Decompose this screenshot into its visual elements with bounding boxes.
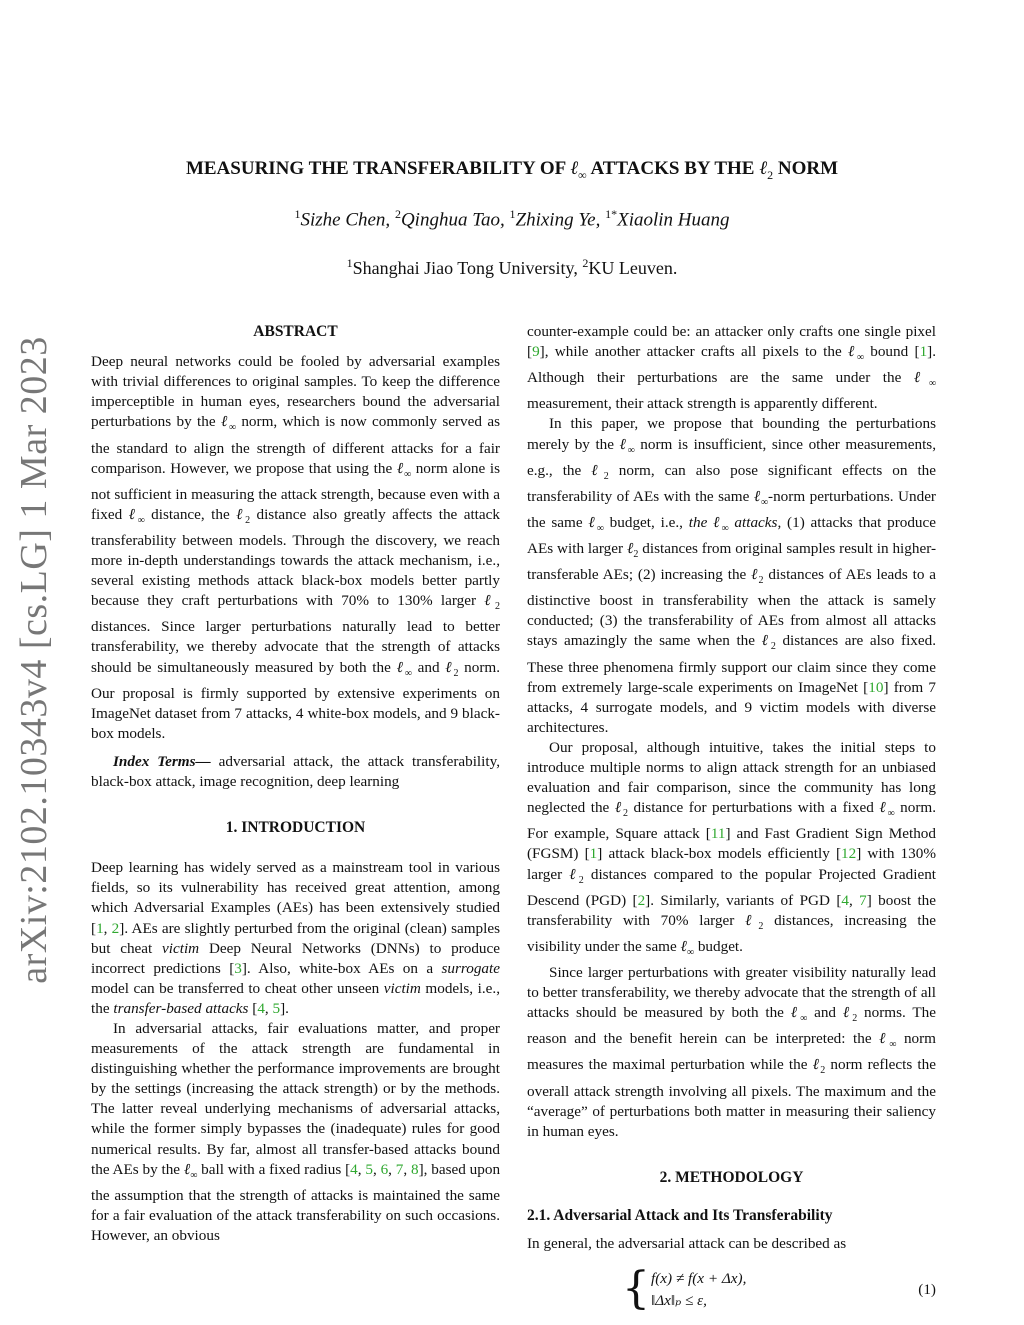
left-column [91, 322, 500, 1246]
equation-line-2: ‖Δx‖ₚ ≤ ε, [651, 1292, 707, 1310]
intro-paragraph-2-cont: counter-example could be: an attacker only crafts one single pixel [9], while another attacker crafts all pixels to the ℓ$_\infty$ bound [1]. Although their perturbations are the same under the ℓ$_\infty$ measurement, their attack strength is apparently different. [527, 323, 937, 413]
affiliations: $^1$Shanghai Jiao Tong University, $^2$KU Leuven. [346, 256, 678, 278]
intro-paragraph-2: In adversarial attacks, fair evaluations matter, and proper measurements of the attack strength are fundamental in distinguishing whether the performance improvements are brought by the settings (increasing the attack strength) or by the methods. The latter reveal underlying mechanisms of adversarial attacks, while the former simply bypasses the (inadequate) rules for good numerical results. By far, almost all transfer-based attacks bound the AEs by the ℓ$_\infty$ ball with a fixed radius [4, 5, 6, 7, 8], based upon the assumption that the strength of attacks is maintained the same for a fair evaluation of the attack transferability on such occasions. However, an obvious [91, 1019, 501, 1244]
equation-1 [527, 1263, 936, 1318]
method-paragraph-1: In general, the adversarial attack can be described as [527, 1235, 847, 1253]
arxiv-stamp: arXiv:2102.10343v4 [cs.LG] 1 Mar 2023 [13, 336, 55, 984]
paper-title: MEASURING THE TRANSFERABILITY OF ℓ$_\infty$ ATTACKS BY THE ℓ$_2$ NORM [185, 158, 839, 182]
equation-line-1: f(x) ≠ f(x + Δx), [651, 1270, 747, 1288]
abstract-heading: ABSTRACT [253, 323, 338, 340]
abstract-text: Deep neural networks could be fooled by adversarial examples with trivial differences to original samples. To keep the difference imperceptible in human eyes, researchers bound the adversarial perturbations by the ℓ$_\infty$ norm, which is now commonly served as the standard to align the strength of different attacks for a fair comparison. However, we propose that using the ℓ$_\infty$ norm alone is not sufficient in measuring the attack strength, because even with a fixed ℓ$_\infty$ distance, the ℓ$_2$ distance also greatly affects the attack transferability between models. Through the discovery, we reach more in-depth understandings towards the attack mechanism, i.e., several existing methods attack black-box models better partly because they craft perturbations with 70% to 130% larger ℓ$_2$ distances. Since larger perturbations naturally lead to better transferability, we thereby advocate that the strength of attacks should be simultaneously measured by both the ℓ$_\infty$ and ℓ$_2$ norm. Our proposal is firmly supported by extensive experiments on ImageNet dataset from 7 attacks, 4 white-box models, and 9 black-box models. [91, 353, 501, 742]
left-brace: { [622, 1263, 650, 1315]
intro-paragraph-3: In this paper, we propose that bounding the perturbations merely by the ℓ$_\infty$ norm is insufficient, since other measurements, e.g., the ℓ$_2$ norm, can also pose significant effects on the transferability of AEs with the same ℓ$_\infty$-norm perturbations. Under the same ℓ$_\infty$ budget, i.e., the ℓ$_\infty$ attacks, (1) attacks that produce AEs with larger ℓ$_2$ distances from original samples result in higher-transferable AEs; (2) increasing the ℓ$_2$ distances of AEs leads to a distinctive boost in transferability when the attack is samely conducted; (3) the transferability of AEs from almost all attacks stays amazingly the same when the ℓ$_2$ distances are also fixed. These three phenomena firmly support our claim since they come from extremely large-scale experiments on ImageNet [10] from 7 attacks, 4 surrogate models, and 9 victim models with diverse architectures. [527, 415, 937, 736]
right-column [527, 322, 936, 1318]
subsection-2-1-heading: 2.1. Adversarial Attack and Its Transferability [527, 1206, 833, 1224]
intro-paragraph-5: Since larger perturbations with greater visibility naturally lead to better transferability, we thereby advocate that the strength of all attacks should be measured by both the ℓ$_\infty$ and ℓ$_2$ norms. The reason and the benefit herein can be interpreted: the ℓ$_\infty$ norm measures the maximal perturbation while the ℓ$_2$ norm reflects the overall attack strength involving all pixels. The maximum and the “average” of perturbations both matter in measuring their saliency in human eyes. [527, 964, 937, 1140]
intro-paragraph-4: Our proposal, although intuitive, takes the initial steps to introduce multiple norms to align attack strength for an unbiased evaluation and fair comparison, since the community has long neglected the ℓ$_2$ distance for perturbations with a fixed ℓ$_\infty$ norm. For example, Square attack [11] and Fast Gradient Sign Method (FGSM) [1] attack black-box models efficiently [12] with 130% larger ℓ$_2$ distances compared to the popular Projected Gradient Descend (PGD) [2]. Similarly, variants of PGD [4, 7] boost the transferability with 70% larger ℓ$_2$ distances, increasing the visibility under the same ℓ$_\infty$ budget. [527, 738, 937, 958]
equation-number: (1) [918, 1281, 936, 1299]
index-terms: Index Terms— adversarial attack, the attack transferability, black-box attack, image recognition, deep learning [91, 752, 500, 791]
section-introduction-heading: 1. INTRODUCTION [225, 819, 366, 837]
author-list: $^1$Sizhe Chen, $^2$Qinghua Tao, $^1$Zhixing Ye, $^{1*}$Xiaolin Huang [294, 207, 730, 231]
section-methodology-heading: 2. METHODOLOGY [659, 1168, 804, 1186]
intro-paragraph-1: Deep learning has widely served as a mainstream tool in various fields, so its vulnerability has received great attention, among which Adversarial Examples (AEs) has been extensively studied [1, 2]. AEs are slightly perturbed from the original (clean) samples but cheat victim Deep Neural Networks (DNNs) to produce incorrect predictions [3]. Also, white-box AEs on a surrogate model can be transferred to cheat other unseen victim models, i.e., the transfer-based attacks [4, 5]. [91, 859, 501, 1017]
